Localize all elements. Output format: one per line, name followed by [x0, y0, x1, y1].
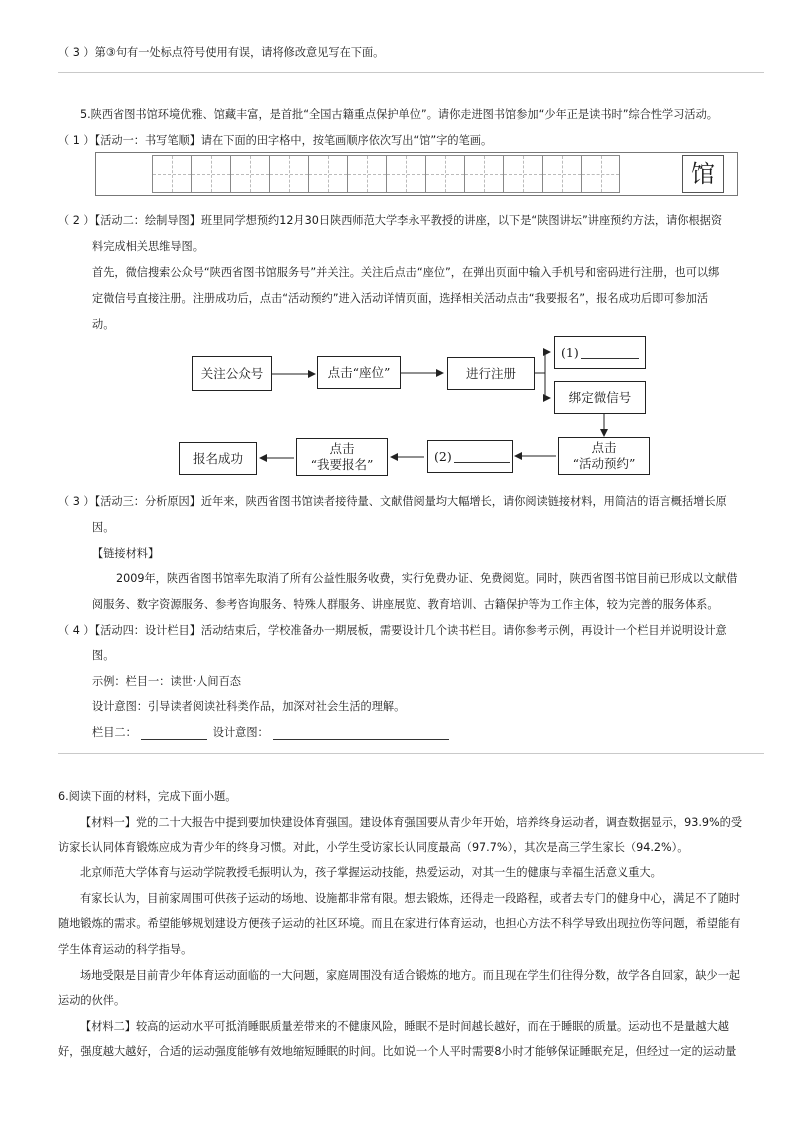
- example-design-intent: 设计意图：引导读者阅读社科类作品，加深对社会生活的理解。: [92, 700, 406, 713]
- material-1-line2: 访家长认同体育锻炼应成为青少年的终身习惯。对此，小学生受访家长认同度最高（97.7%），其次是高三学生家长（94.2%）。: [58, 841, 689, 854]
- activity-4-number: （ 4 ）: [58, 624, 95, 637]
- activity-2-text-line2: 料完成相关思维导图。: [92, 240, 204, 253]
- flow-register: 进行注册: [447, 357, 535, 390]
- column-two-answer-line[interactable]: [141, 727, 207, 740]
- activity-1-number: （ 1 ）: [58, 134, 95, 147]
- flow-signup-success: 报名成功: [179, 442, 257, 475]
- material-1-line1: 【材料一】党的二十大报告中提到要加快建设体育强国。建设体育强国要从青少年开始，培养终身运动者，调查数据显示，93.9%的受: [80, 816, 743, 829]
- flow-click-signup: [296, 438, 388, 476]
- material-2-line1: 【材料二】较高的运动水平可抵消睡眠质量差带来的不健康风险，睡眠不是时间越长越好，而在于睡眠的质量。运动也不是量越大越: [80, 1020, 729, 1033]
- activity-4-text-line1: 【活动四：设计栏目】活动结束后，学校准备办一期展板，需要设计几个读书栏目。请你参考示例，再设计一个栏目并说明设计意: [94, 624, 727, 637]
- blank-1-label: (1): [561, 344, 579, 360]
- paragraph-2: 北京师范大学体育与运动学院教授毛振明认为，孩子掌握运动技能，热爱运动，对其一生的健康与幸福生活意义重大。: [80, 866, 662, 879]
- activity-1-text: 【活动一：书写笔顺】请在下面的田字格中，按笔画顺序依次写出“馆”字的笔画。: [94, 134, 493, 147]
- design-intent-label: 设计意图：: [212, 726, 269, 739]
- link-material-line1: 2009年，陕西省图书馆率先取消了所有公益性服务收费，实行免费办证、免费阅览。同时，陕西省图书馆目前已形成以文献借: [116, 572, 738, 585]
- flow-blank-1: [554, 336, 646, 369]
- activity-3-text-line1: 【活动三：分析原因】近年来，陕西省图书馆读者接待量、文献借阅量均大幅增长，请你阅读链接材料，用简洁的语言概括增长原: [94, 495, 727, 508]
- flow-follow-account: 关注公众号: [192, 356, 272, 391]
- paragraph-3-line3: 学生体育运动的科学指导。: [58, 943, 193, 956]
- paragraph-4-line1: 场地受限是目前青少年体育运动面临的一大问题，家庭周围没有适合锻炼的地方。而且现在学生们往得分数，故学各自回家，缺少一起: [80, 969, 741, 982]
- activity-4-text-line2: 图。: [92, 649, 115, 662]
- column-two-label: 栏目二：: [92, 726, 137, 739]
- activity-2-para-line1: 首先，微信搜索公众号“陕西省图书馆服务号”并关注。关注后点击“座位”，在弹出页面中输入手机号和密码进行注册，也可以绑: [92, 266, 720, 279]
- click-activity-line1: 点击: [591, 440, 617, 455]
- flow-bind-wechat: 绑定微信号: [554, 381, 646, 414]
- link-material-line2: 阅服务、数字资源服务、参考咨询服务、特殊人群服务、讲座展览、教育培训、古籍保护等为工作主体，较为完善的服务体系。: [92, 598, 719, 611]
- click-activity-line2: “活动预约”: [572, 456, 636, 471]
- activity-3-text-line2: 因。: [92, 521, 115, 534]
- guan-character-box: 馆: [682, 155, 724, 193]
- material-2-line2: 好，强度越大越好，合适的运动强度能够有效地缩短睡眠的时间。比如说一个人平时需要8小时才能够保证睡眠充足，但经过一定的运动量: [58, 1045, 737, 1058]
- activity-3-number: （ 3 ）: [58, 495, 95, 508]
- paragraph-3-line1: 有家长认为，目前家周围可供孩子运动的场地、设施都非常有限。想去锻炼，还得走一段路程，或者去专门的健身中心，满足不了随时: [80, 892, 741, 905]
- activity-2-text-line1: 【活动二：绘制导图】班里同学想预约12月30日陕西师范大学李永平教授的讲座，以下是“陕图讲坛”讲座预约方法，请你根据资: [94, 214, 723, 227]
- flow-blank-2: [427, 440, 513, 473]
- flow-click-activity: [558, 437, 650, 475]
- question-5-intro: 5.陕西省图书馆环境优雅、馆藏丰富，是首批“全国古籍重点保护单位”。请你走进图书馆参加“少年正是读书时”综合性学习活动。: [80, 108, 718, 121]
- click-signup-line1: 点击: [329, 441, 355, 456]
- activity-2-para-line3: 动。: [92, 318, 115, 331]
- activity-2-para-line2: 定微信号直接注册。注册成功后，点击“活动预约”进入活动详情页面，选择相关活动点击“我要报名”，报名成功后即可参加活: [92, 292, 709, 305]
- activity-2-number: （ 2 ）: [58, 214, 95, 227]
- paragraph-3-line2: 随地锻炼的需求。希望能够规划建设方便孩子运动的社区环境。而且在家进行体育运动，也担心方法不科学导致出现拉伤等问题，希望能有: [58, 917, 741, 930]
- question-6-title: 6.阅读下面的材料，完成下面小题。: [58, 790, 237, 803]
- click-signup-line2: “我要报名”: [310, 457, 374, 472]
- example-column-one: 示例：栏目一：读世·人间百态: [92, 675, 241, 688]
- divider: [58, 753, 764, 754]
- column-two-answer-row: [92, 724, 449, 740]
- activity-4-prompt: [58, 622, 727, 638]
- blank-1-answer-line[interactable]: [581, 346, 639, 359]
- link-material-title: 【链接材料】: [92, 547, 160, 560]
- flow-click-seat: 点击“座位”: [317, 356, 401, 389]
- blank-2-label: (2): [434, 448, 452, 464]
- design-intent-answer-line[interactable]: [273, 727, 449, 740]
- paragraph-4-line2: 运动的伙伴。: [58, 994, 126, 1007]
- question-3-top: （ 3 ）第③句有一处标点符号使用有误，请将修改意见写在下面。: [58, 46, 385, 59]
- blank-2-answer-line[interactable]: [454, 450, 510, 463]
- activity-3-prompt: [58, 493, 727, 509]
